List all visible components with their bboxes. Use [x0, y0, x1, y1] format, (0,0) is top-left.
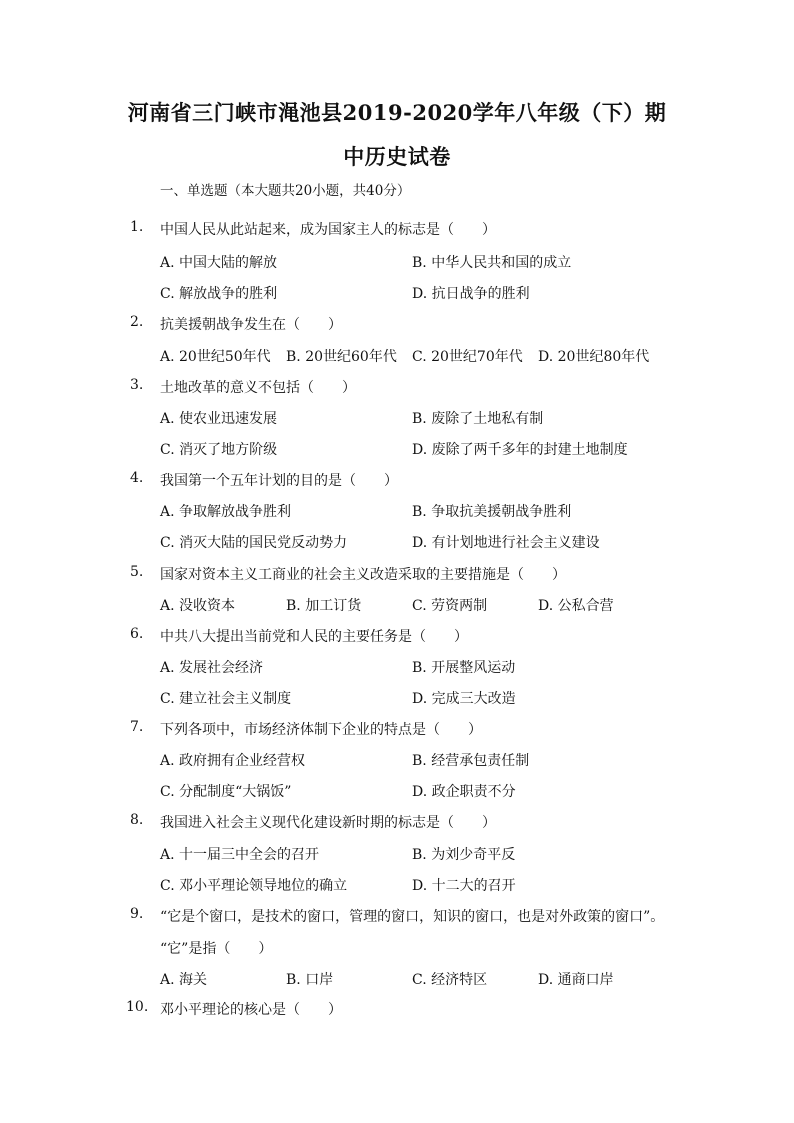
- question-text: 我国进入社会主义现代化建设新时期的标志是（ ）: [160, 815, 496, 831]
- answer-option-d: D. 20世纪80年代: [538, 349, 650, 365]
- answer-option-c: C. 解放战争的胜利: [160, 286, 278, 302]
- answer-option-b: B. 中华人民共和国的成立: [412, 255, 572, 271]
- answer-option-d: D. 公私合营: [538, 598, 614, 614]
- question-text: 我国第一个五年计划的目的是（ ）: [160, 473, 398, 489]
- exam-title-line1: 河南省三门峡市渑池县2019-2020学年八年级（下）期: [127, 100, 667, 125]
- answer-option-d: D. 完成三大改造: [412, 691, 516, 707]
- question-text: 抗美援朝战争发生在（ ）: [160, 317, 342, 333]
- answer-option-b: B. 争取抗美援朝战争胜利: [412, 504, 572, 520]
- question-number: 6.: [130, 626, 144, 642]
- answer-option-c: C. 20世纪70年代: [412, 349, 523, 365]
- question-text: 邓小平理论的核心是（ ）: [160, 1002, 342, 1018]
- answer-option-b: B. 加工订货: [286, 598, 362, 614]
- answer-option-a: A. 争取解放战争胜利: [160, 504, 292, 520]
- answer-option-c: C. 消灭大陆的国民党反动势力: [160, 535, 348, 551]
- question-number: 5.: [130, 564, 144, 580]
- answer-option-c: C. 消灭了地方阶级: [160, 442, 278, 458]
- question-number: 2.: [130, 314, 144, 330]
- answer-option-c: C. 经济特区: [412, 972, 488, 988]
- answer-option-c: C. 邓小平理论领导地位的确立: [160, 878, 348, 894]
- answer-option-a: A. 20世纪50年代: [160, 349, 271, 365]
- question-number: 7.: [130, 719, 144, 735]
- answer-option-c: C. 劳资两制: [412, 598, 488, 614]
- answer-option-c: C. 分配制度“大锅饭”: [160, 784, 292, 800]
- answer-option-d: D. 通商口岸: [538, 972, 614, 988]
- answer-option-a: A. 发展社会经济: [160, 660, 264, 676]
- question-text: 中国人民从此站起来，成为国家主人的标志是（ ）: [160, 222, 496, 238]
- answer-option-a: A. 中国大陆的解放: [160, 255, 278, 271]
- answer-option-a: A. 海关: [160, 972, 208, 988]
- question-text: 下列各项中，市场经济体制下企业的特点是（ ）: [160, 722, 482, 738]
- answer-option-a: A. 十一届三中全会的召开: [160, 847, 320, 863]
- answer-option-c: C. 建立社会主义制度: [160, 691, 292, 707]
- answer-option-d: D. 有计划地进行社会主义建设: [412, 535, 600, 551]
- answer-option-d: D. 政企职责不分: [412, 784, 516, 800]
- answer-option-d: D. 十二大的召开: [412, 878, 516, 894]
- question-text: 中共八大提出当前党和人民的主要任务是（ ）: [160, 629, 468, 645]
- answer-option-d: D. 抗日战争的胜利: [412, 286, 530, 302]
- question-number: 8.: [130, 812, 144, 828]
- question-number: 9.: [130, 906, 144, 922]
- question-text: 土地改革的意义不包括（ ）: [160, 380, 356, 396]
- question-text-continued: “它”是指（ ）: [160, 941, 273, 957]
- question-number: 10.: [126, 999, 149, 1015]
- question-number: 4.: [130, 470, 144, 486]
- answer-option-b: B. 为刘少奇平反: [412, 847, 516, 863]
- answer-option-b: B. 废除了土地私有制: [412, 411, 544, 427]
- answer-option-d: D. 废除了两千多年的封建土地制度: [412, 442, 628, 458]
- answer-option-b: B. 经营承包责任制: [412, 753, 530, 769]
- exam-title-line2: 中历史试卷: [343, 144, 451, 169]
- question-text: “它是个窗口，是技术的窗口，管理的窗口，知识的窗口，也是对外政策的窗口”。: [160, 909, 665, 925]
- answer-option-b: B. 20世纪60年代: [286, 349, 397, 365]
- answer-option-a: A. 没收资本: [160, 598, 236, 614]
- question-number: 3.: [130, 377, 144, 393]
- answer-option-b: B. 口岸: [286, 972, 334, 988]
- answer-option-a: A. 政府拥有企业经营权: [160, 753, 306, 769]
- answer-option-a: A. 使农业迅速发展: [160, 411, 278, 427]
- section-header: 一、单选题（本大题共20小题，共40分）: [160, 183, 411, 199]
- answer-option-b: B. 开展整风运动: [412, 660, 516, 676]
- question-number: 1.: [130, 219, 144, 235]
- question-text: 国家对资本主义工商业的社会主义改造采取的主要措施是（ ）: [160, 567, 566, 583]
